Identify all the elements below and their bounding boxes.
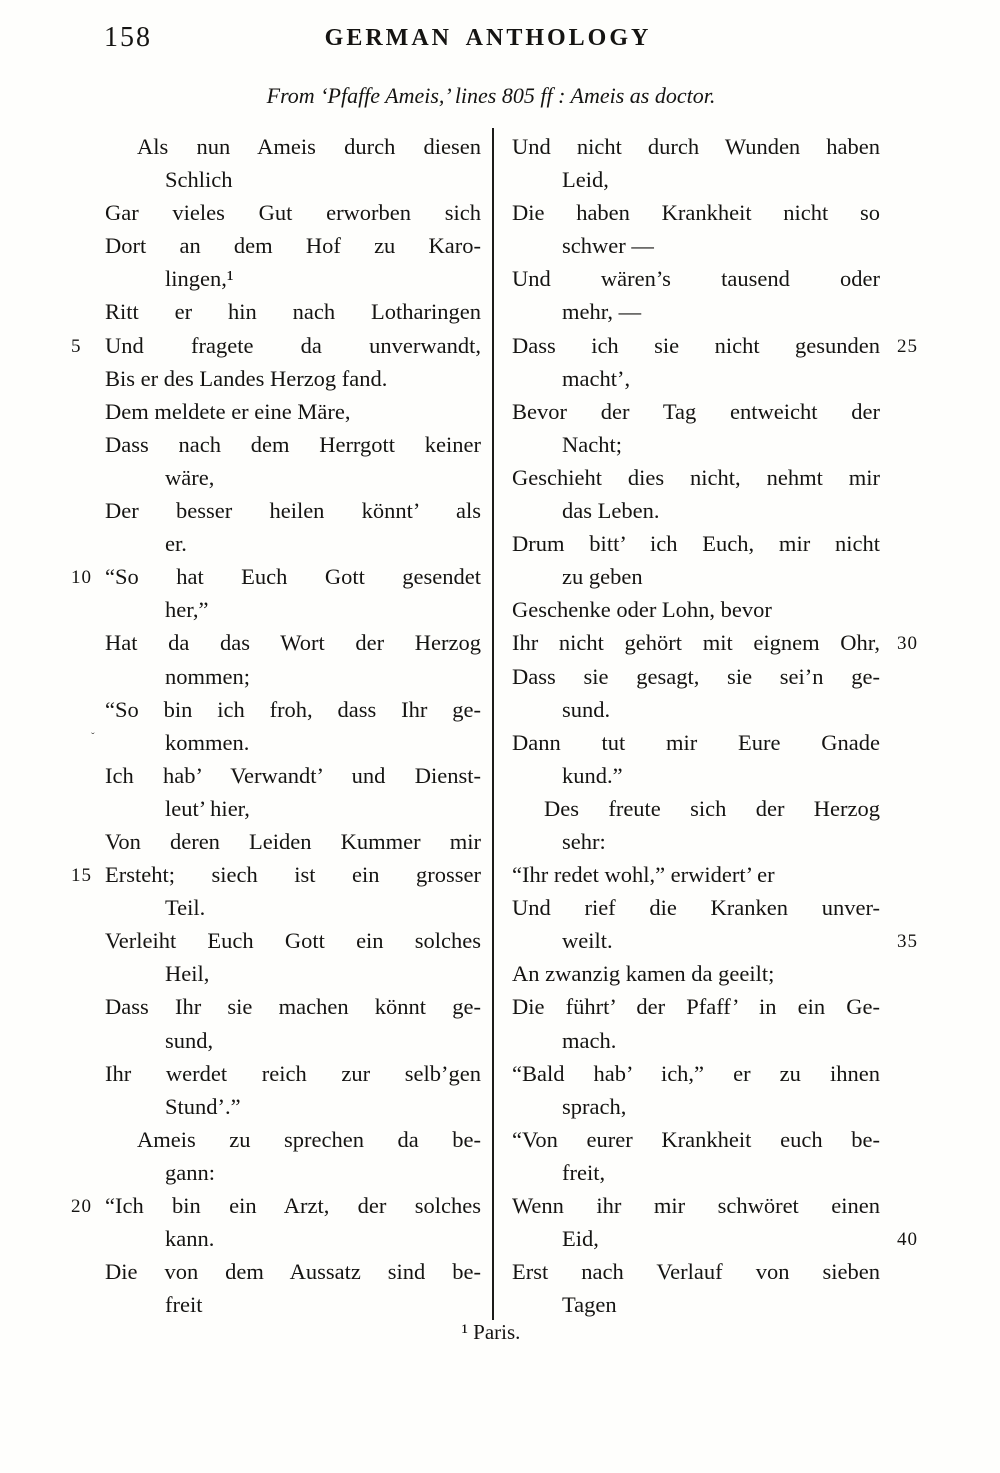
poem-line	[105, 1090, 481, 1123]
poem-line-text: freit	[165, 1292, 203, 1318]
poem-line	[71, 1189, 481, 1222]
footnote: ¹ Paris.	[461, 1320, 521, 1344]
poem-line	[512, 593, 880, 626]
poem-line	[512, 660, 880, 693]
poem-line	[105, 990, 481, 1023]
poem-line-text: Ameis zu sprechen da be-	[137, 1126, 481, 1152]
page-number: 158	[104, 22, 152, 53]
poem-line-text: Und nicht durch Wunden haben	[512, 134, 880, 159]
poem-line-text: freit,	[562, 1159, 606, 1185]
poem-line-text: Geschieht dies nicht, nehmt mir	[512, 464, 880, 490]
poem-line	[105, 1024, 481, 1057]
poem-line-text: Eid,	[562, 1226, 599, 1252]
poem-line-text: mehr, —	[562, 299, 642, 325]
poem-line-text: Ersteht; siech ist ein grosser	[105, 862, 481, 888]
poem-line	[512, 924, 918, 957]
poem-line	[105, 891, 481, 924]
poem-subtitle: From ‘Pfaffe Ameis,’ lines 805 ff : Ameis as doctor.	[266, 83, 716, 108]
poem-line	[105, 494, 481, 527]
poem-line	[105, 130, 481, 163]
poem-line-text: Schlich	[165, 167, 233, 193]
poem-line-text: Ritt er hin nach Lotharingen	[105, 299, 481, 325]
poem-line-text: “Bald hab’ ich,” er zu ihnen	[512, 1060, 880, 1086]
poem-line-text: Wenn ihr mir schwöret einen	[512, 1193, 880, 1218]
poem-line	[512, 693, 880, 726]
poem-line-text: Leid,	[562, 167, 609, 193]
poem-line-text: Nacht;	[562, 431, 622, 457]
poem-line	[512, 1090, 880, 1123]
poem-line-text: sehr:	[562, 828, 606, 854]
poem-line-text: sund.	[562, 696, 611, 722]
poem-line	[105, 626, 481, 659]
poem-line	[105, 1255, 481, 1288]
poem-line	[105, 428, 481, 461]
poem-line	[105, 527, 481, 560]
poem-line-text: “Von eurer Krankheit euch be-	[512, 1126, 880, 1152]
poem-line	[105, 924, 481, 957]
column-divider-rule	[492, 128, 494, 1320]
poem-line	[512, 1024, 880, 1057]
poem-line	[512, 329, 918, 362]
poem-line	[105, 461, 481, 494]
poem-line	[512, 1222, 918, 1255]
poem-line-text: Der besser heilen könnt’ als	[105, 498, 481, 524]
poem-line	[105, 262, 481, 295]
poem-line-text: Tagen	[562, 1292, 617, 1318]
poem-line-text: Hat da das Wort der Herzog	[105, 630, 481, 656]
poem-line	[512, 1288, 880, 1321]
poem-line	[512, 792, 880, 825]
page-title: GERMAN ANTHOLOGY	[324, 25, 652, 51]
poem-line-text: “Ihr redet wohl,” erwidert’ er	[512, 862, 775, 888]
poem-line-text: Erst nach Verlauf von sieben	[512, 1259, 880, 1285]
poem-line-text: Bevor der Tag entweicht der	[512, 398, 880, 424]
poem-line	[512, 262, 880, 295]
poem-column-right	[512, 130, 918, 1321]
poem-line-text: macht’,	[562, 365, 631, 391]
poem-line-text: Von deren Leiden Kummer mir	[105, 828, 481, 854]
poem-line-text: sprach,	[562, 1093, 627, 1119]
poem-line	[105, 1057, 481, 1090]
poem-line	[512, 990, 880, 1023]
poem-line-text: Heil,	[165, 961, 210, 987]
poem-line	[105, 1123, 481, 1156]
poem-line-text: Teil.	[165, 895, 206, 921]
poem-line	[105, 196, 481, 229]
poem-line	[105, 759, 481, 792]
poem-line	[512, 494, 880, 527]
poem-line-text: Und wären’s tausend oder	[512, 266, 880, 292]
poem-line-text: Die haben Krankheit nicht so	[512, 200, 880, 226]
poem-line-text: Ihr werdet reich zur selb’gen	[105, 1060, 481, 1086]
poem-line-text: Drum bitt’ ich Euch, mir nicht	[512, 531, 880, 557]
line-number: 25	[897, 335, 918, 357]
poem-line-text: An zwanzig kamen da geeilt;	[512, 961, 775, 987]
poem-line	[512, 130, 880, 163]
poem-line	[512, 1156, 880, 1189]
poem-line	[105, 395, 481, 428]
poem-line-text: leut’ hier,	[165, 795, 250, 821]
poem-line	[105, 1156, 481, 1189]
poem-line	[512, 626, 918, 659]
poem-line	[105, 693, 481, 726]
poem-line	[105, 792, 481, 825]
poem-line-text: Dort an dem Hof zu Karo-	[105, 233, 481, 259]
poem-line-text: “So hat Euch Gott gesendet	[105, 564, 481, 590]
poem-line	[512, 759, 880, 792]
poem-line	[105, 957, 481, 990]
line-number: 20	[71, 1196, 92, 1217]
poem-line-text: “So bin ich froh, dass Ihr ge-	[105, 696, 481, 722]
poem-line-text: Und fragete da unverwandt,	[105, 332, 481, 358]
poem-line-text: mach.	[562, 1027, 617, 1053]
poem-line	[512, 560, 880, 593]
poem-line-text: gann:	[165, 1159, 215, 1185]
poem-line-text: Dass ich sie nicht gesunden	[512, 332, 880, 358]
poem-line-text: weilt.	[562, 928, 613, 954]
poem-line-text: sund,	[165, 1027, 214, 1053]
poem-line	[512, 461, 880, 494]
poem-line	[512, 825, 880, 858]
poem-line-text: Gar vieles Gut erworben sich	[105, 200, 481, 226]
poem-line	[71, 329, 481, 362]
poem-line-text: her,”	[165, 597, 209, 623]
print-artifact-speck: ˇ	[91, 730, 95, 743]
poem-line	[105, 825, 481, 858]
poem-line	[512, 726, 880, 759]
poem-line	[105, 295, 481, 328]
poem-line-text: Die führt’ der Pfaff’ in ein Ge-	[512, 994, 880, 1020]
poem-line-text: Als nun Ameis durch diesen	[137, 134, 481, 159]
poem-line	[105, 362, 481, 395]
poem-line-text: Und rief die Kranken unver-	[512, 895, 880, 921]
poem-line	[105, 163, 481, 196]
poem-line-text: nommen;	[165, 663, 250, 689]
poem-line	[105, 1288, 481, 1321]
poem-line-text: Stund’.”	[165, 1093, 241, 1119]
poem-line-text: Verleiht Euch Gott ein solches	[105, 928, 481, 954]
poem-line-text: lingen,¹	[165, 266, 234, 292]
poem-line	[71, 560, 481, 593]
poem-line	[512, 891, 880, 924]
line-number: 30	[897, 633, 918, 655]
poem-line	[512, 527, 880, 560]
line-number: 5	[71, 335, 82, 357]
poem-line	[105, 593, 481, 626]
poem-line	[512, 428, 880, 461]
line-number: 35	[897, 931, 918, 953]
poem-line	[512, 196, 880, 229]
line-number: 15	[71, 865, 92, 887]
poem-line	[512, 1255, 880, 1288]
poem-line	[105, 660, 481, 693]
poem-line	[105, 229, 481, 262]
poem-line-text: Dass Ihr sie machen könnt ge-	[105, 994, 481, 1020]
poem-line	[512, 1057, 880, 1090]
poem-line	[71, 858, 481, 891]
poem-line-text: kommen.	[165, 729, 250, 755]
poem-line-text: das Leben.	[562, 498, 660, 524]
poem-line-text: Dann tut mir Eure Gnade	[512, 729, 880, 755]
line-number: 10	[71, 567, 92, 589]
poem-line-text: Bis er des Landes Herzog fand.	[105, 365, 388, 391]
poem-line	[91, 726, 481, 759]
poem-line-text: Dass nach dem Herrgott keiner	[105, 431, 481, 457]
poem-line-text: wäre,	[165, 464, 215, 490]
poem-line-text: schwer —	[562, 233, 654, 259]
poem-line	[512, 1123, 880, 1156]
poem-line-text: kann.	[165, 1226, 215, 1252]
poem-line-text: zu geben	[562, 564, 643, 590]
poem-line-text: “Ich bin ein Arzt, der solches	[105, 1193, 481, 1218]
poem-line	[512, 163, 880, 196]
poem-line	[512, 229, 880, 262]
poem-line-text: Dem meldete er eine Märe,	[105, 398, 351, 424]
poem-line	[512, 395, 880, 428]
poem-line-text: kund.”	[562, 762, 623, 788]
poem-line	[512, 295, 880, 328]
poem-line-text: er.	[165, 531, 187, 557]
poem-line-text: Geschenke oder Lohn, bevor	[512, 597, 772, 623]
poem-line	[512, 1189, 880, 1222]
poem-line-text: Dass sie gesagt, sie sei’n ge-	[512, 663, 880, 689]
poem-line	[512, 957, 880, 990]
poem-line	[105, 1222, 481, 1255]
poem-line-text: Ihr nicht gehört mit eignem Ohr,	[512, 630, 880, 656]
line-number: 40	[897, 1229, 918, 1251]
poem-line	[512, 362, 880, 395]
poem-line	[512, 858, 880, 891]
poem-column-left	[71, 130, 481, 1321]
poem-line-text: Die von dem Aussatz sind be-	[105, 1259, 481, 1285]
poem-line-text: Des freute sich der Herzog	[544, 795, 880, 821]
poem-line-text: Ich hab’ Verwandt’ und Dienst-	[105, 762, 481, 788]
